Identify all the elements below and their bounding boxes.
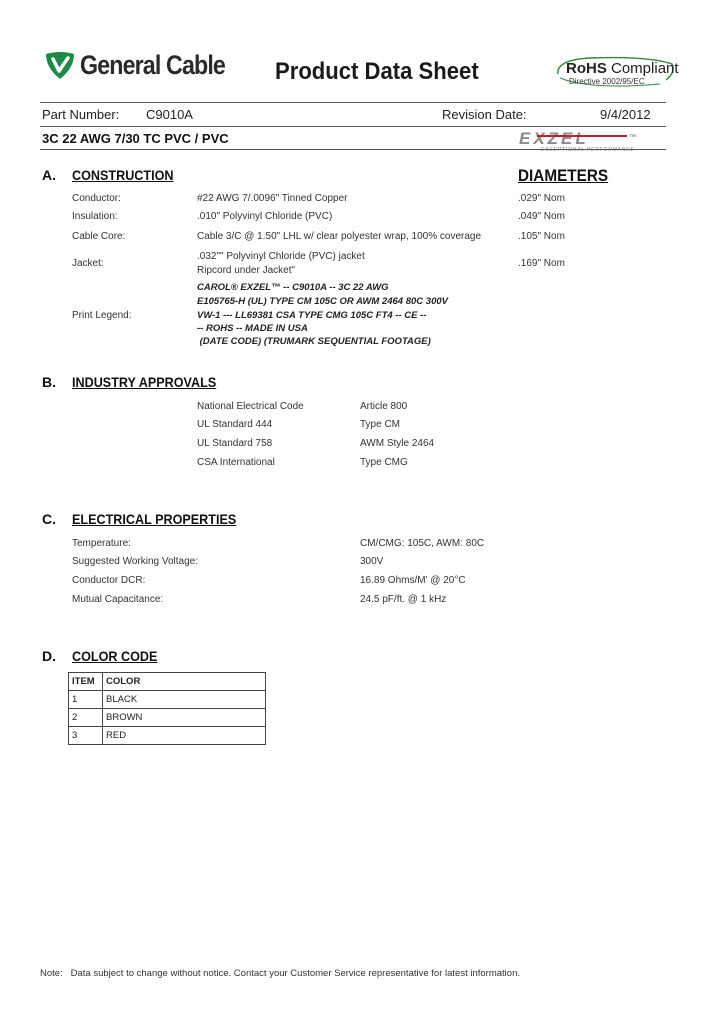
electrical-value: 16.89 Ohms/M' @ 20°C (360, 575, 466, 586)
approval-name: CSA International (197, 457, 275, 468)
table-header-cell: ITEM (69, 673, 103, 691)
section-c-title: ELECTRICAL PROPERTIES (72, 511, 237, 527)
general-cable-logo-icon (44, 50, 76, 80)
footer-note: Note: Data subject to change without notice. Contact your Customer Service representative for latest information. (40, 968, 520, 979)
diameter-value: .105" Nom (518, 231, 565, 242)
cable-core-value: Cable 3/C @ 1.50" LHL w/ clear polyester wrap, 100% coverage (197, 231, 482, 242)
header-divider-top (40, 102, 666, 103)
approval-value: Type CM (360, 419, 401, 430)
table-header-row (69, 673, 266, 691)
section-c-letter: C. (42, 511, 56, 527)
section-a-title: CONSTRUCTION (72, 167, 174, 183)
approval-name: National Electrical Code (197, 401, 304, 412)
conductor-value: #22 AWG 7/.0096" Tinned Copper (197, 193, 348, 204)
svg-text:EXZEL: EXZEL (519, 129, 589, 148)
table-cell-item: 3 (69, 727, 103, 745)
insulation-value: .010" Polyvinyl Chloride (PVC) (197, 211, 333, 222)
electrical-value: CM/CMG: 105C, AWM: 80C (360, 538, 485, 549)
section-d-title: COLOR CODE (72, 648, 158, 664)
table-cell-color: BLACK (103, 691, 266, 709)
part-number-value: C9010A (146, 107, 193, 122)
part-number-label: Part Number: (42, 107, 120, 122)
approval-value: Type CMG (360, 457, 408, 468)
electrical-value: 300V (360, 556, 384, 567)
table-cell-color: RED (103, 727, 266, 745)
print-legend-line: VW-1 --- LL69381 CSA TYPE CMG 105C FT4 -- CE -- (197, 310, 427, 321)
conductor-label: Conductor: (72, 193, 121, 204)
header-divider-mid (40, 126, 666, 127)
jacket-label: Jacket: (72, 258, 104, 269)
header-divider-bottom (40, 149, 666, 150)
print-legend-line: E105765-H (UL) TYPE CM 105C OR AWM 2464 80C 300V (197, 296, 448, 307)
section-d-letter: D. (42, 648, 56, 664)
approval-value: Article 800 (360, 401, 408, 412)
jacket-value-line2: Ripcord under Jacket" (197, 265, 296, 276)
rohs-directive: Directive 2002/95/EC (569, 77, 645, 86)
section-a-letter: A. (42, 167, 56, 183)
approval-name: UL Standard 444 (197, 419, 273, 430)
jacket-value-line1: .032"" Polyvinyl Chloride (PVC) jacket (197, 251, 365, 262)
color-code-table (68, 672, 266, 745)
approval-name: UL Standard 758 (197, 438, 273, 449)
insulation-label: Insulation: (72, 211, 118, 222)
svg-text:™: ™ (629, 134, 636, 141)
table-cell-item: 1 (69, 691, 103, 709)
document-title: Product Data Sheet (275, 58, 479, 85)
revision-date-label: Revision Date: (442, 107, 527, 122)
electrical-name: Mutual Capacitance: (72, 594, 164, 605)
rohs-title: RoHS Compliant (566, 60, 679, 77)
table-cell-color: BROWN (103, 709, 266, 727)
table-row (69, 691, 266, 709)
table-cell-item: 2 (69, 709, 103, 727)
revision-date-value: 9/4/2012 (600, 107, 651, 122)
print-legend-line: (DATE CODE) (TRUMARK SEQUENTIAL FOOTAGE) (197, 336, 431, 347)
electrical-value: 24.5 pF/ft. @ 1 kHz (360, 594, 447, 605)
diameter-value: .029" Nom (518, 193, 565, 204)
diameter-value: .169" Nom (518, 258, 565, 269)
print-legend-label: Print Legend: (72, 310, 132, 321)
electrical-name: Suggested Working Voltage: (72, 556, 199, 567)
table-row (69, 709, 266, 727)
diameter-value: .049" Nom (518, 211, 565, 222)
electrical-name: Conductor DCR: (72, 575, 146, 586)
cable-description: 3C 22 AWG 7/30 TC PVC / PVC (42, 131, 229, 146)
print-legend-line: -- ROHS -- MADE IN USA (197, 323, 308, 334)
print-legend-line: CAROL® EXZEL™ -- C9010A -- 3C 22 AWG (197, 282, 389, 293)
approval-value: AWM Style 2464 (360, 438, 435, 449)
diameters-title: DIAMETERS (518, 166, 609, 185)
table-header-cell: COLOR (103, 673, 266, 691)
table-row (69, 727, 266, 745)
section-b-letter: B. (42, 374, 56, 390)
section-b-title: INDUSTRY APPROVALS (72, 374, 217, 390)
company-name: General Cable (80, 50, 225, 80)
electrical-name: Temperature: (72, 538, 131, 549)
cable-core-label: Cable Core: (72, 231, 126, 242)
